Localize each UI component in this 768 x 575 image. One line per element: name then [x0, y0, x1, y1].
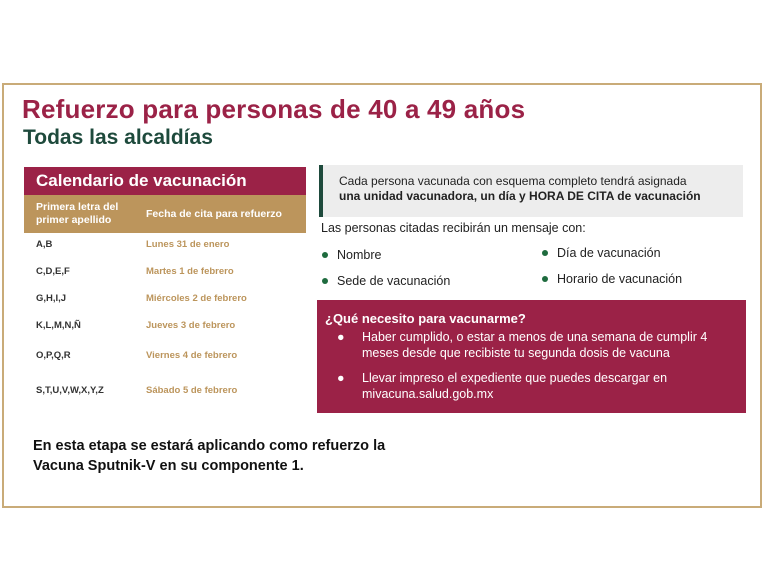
- row-date: Viernes 4 de febrero: [146, 350, 238, 361]
- row-date: Martes 1 de febrero: [146, 266, 234, 277]
- requirement-item: [325, 330, 746, 361]
- message-item-name: Nombre: [322, 248, 381, 262]
- requirements-box: [317, 300, 746, 413]
- requirement-item: [325, 371, 746, 402]
- bullet-dot-icon: [542, 250, 548, 256]
- row-letters: S,T,U,V,W,X,Y,Z: [36, 385, 104, 396]
- requirements-title: ¿Qué necesito para vacunarme?: [325, 311, 526, 326]
- row-date: Lunes 31 de enero: [146, 239, 230, 250]
- row-letters: G,H,I,J: [36, 293, 67, 304]
- row-date: Jueves 3 de febrero: [146, 320, 236, 331]
- bullet-icon: ●: [337, 330, 345, 344]
- calendar-row: [24, 320, 306, 331]
- row-letters: A,B: [36, 239, 53, 250]
- calendar-heading: Calendario de vacunación: [24, 167, 306, 195]
- calendar-row: [24, 385, 306, 396]
- message-item-time: Horario de vacunación: [542, 272, 682, 286]
- calendar-row: [24, 239, 306, 250]
- bullet-dot-icon: [542, 276, 548, 282]
- calendar-column-headers: [24, 195, 306, 233]
- row-date: Sábado 5 de febrero: [146, 385, 238, 396]
- message-item-day: Día de vacunación: [542, 246, 661, 260]
- row-letters: K,L,M,N,Ñ: [36, 320, 81, 331]
- page-title: Refuerzo para personas de 40 a 49 años: [22, 94, 526, 124]
- assignment-info-box: [319, 165, 743, 217]
- info-line-1: Cada persona vacunada con esquema completo tendrá asignada: [339, 174, 687, 188]
- requirement-text: Haber cumplido, o estar a menos de una semana de cumplir 4 meses desde que recibiste tu segunda dosis de vacuna: [362, 330, 708, 360]
- row-letters: C,D,E,F: [36, 266, 70, 277]
- requirement-text: Llevar impreso el expediente que puedes descargar en mivacuna.salud.gob.mx: [362, 371, 668, 401]
- row-letters: O,P,Q,R: [36, 350, 71, 361]
- column-header-date: Fecha de cita para refuerzo: [146, 208, 282, 220]
- bullet-dot-icon: [322, 278, 328, 284]
- bullet-icon: ●: [337, 371, 345, 385]
- calendar-row: [24, 350, 306, 361]
- page-subtitle: Todas las alcaldías: [23, 126, 213, 149]
- message-item-site: Sede de vacunación: [322, 274, 450, 288]
- calendar-row: [24, 266, 306, 277]
- bullet-dot-icon: [322, 252, 328, 258]
- column-header-letters: Primera letra del primer apellido: [36, 201, 119, 226]
- row-date: Miércoles 2 de febrero: [146, 293, 247, 304]
- booster-note: En esta etapa se estará aplicando como refuerzo la Vacuna Sputnik-V en su componente 1.: [33, 438, 386, 474]
- calendar-row: [24, 293, 306, 304]
- vaccination-calendar: [24, 167, 306, 233]
- message-intro: Las personas citadas recibirán un mensaje con:: [321, 221, 586, 235]
- info-line-2: una unidad vacunadora, un día y HORA DE CITA de vacunación: [339, 189, 701, 203]
